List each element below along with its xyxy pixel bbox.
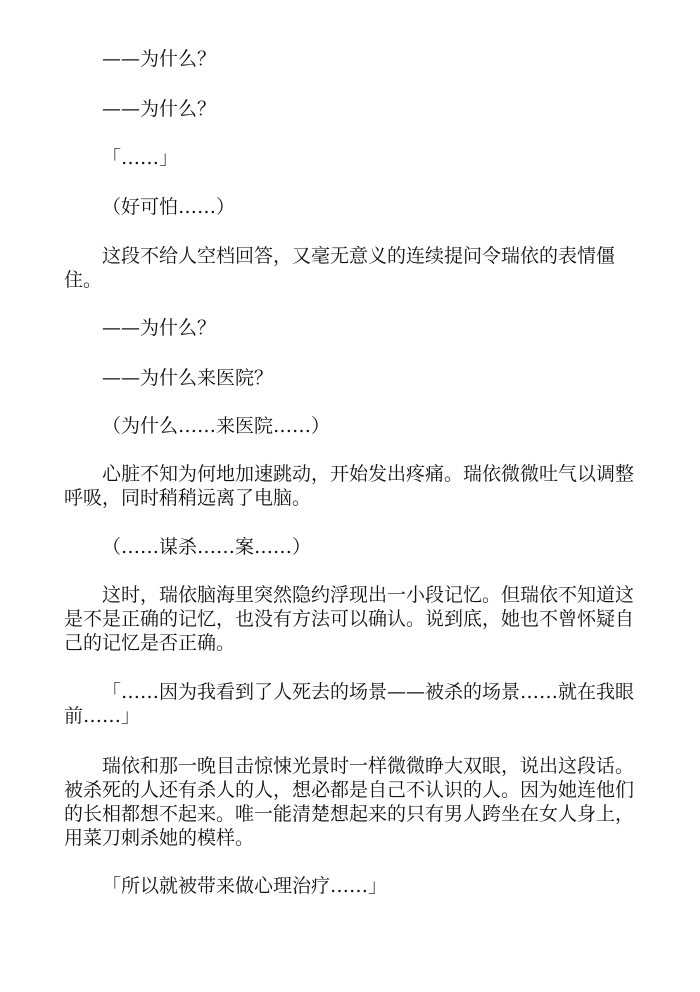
paragraph-11: 这时，瑞依脑海里突然隐约浮现出一小段记忆。但瑞依不知道这是不是正确的记忆，也没有方法可以确认。说到底，她也不曾怀疑自己的记忆是否正确。 [64,584,635,654]
paragraph-10: （……谋杀……案……） [102,536,312,558]
paragraph-4: （好可怕……） [102,196,236,218]
paragraph-12: 「……因为我看到了人死去的场景——被杀的场景……就在我眼前……」 [64,681,635,727]
paragraph-6: ——为什么？ [102,317,217,339]
paragraph-1: ——为什么？ [102,48,217,70]
paragraph-5: 这段不给人空档回答，又毫无意义的连续提问令瑞依的表情僵住。 [64,245,616,291]
paragraph-13: 瑞依和那一晚目击惊悚光景时一样微微睁大双眼，说出这段话。被杀死的人还有杀人的人，想必都是自己不认识的人。因为她连他们的长相都想不起来。唯一能清楚想起来的只有男人跨坐在女人身上，用菜刀刺杀她的模样。 [64,755,635,849]
paragraph-14: 「所以就被带来做心理治疗……」 [102,875,388,897]
paragraph-9: 心脏不知为何地加速跳动，开始发出疼痛。瑞依微微吐气以调整呼吸，同时稍稍远离了电脑。 [64,463,635,509]
paragraph-2: ——为什么？ [102,98,217,120]
paragraph-7: ——为什么来医院？ [102,367,274,389]
paragraph-3: 「……」 [102,147,179,169]
paragraph-8: （为什么……来医院……） [102,415,331,437]
